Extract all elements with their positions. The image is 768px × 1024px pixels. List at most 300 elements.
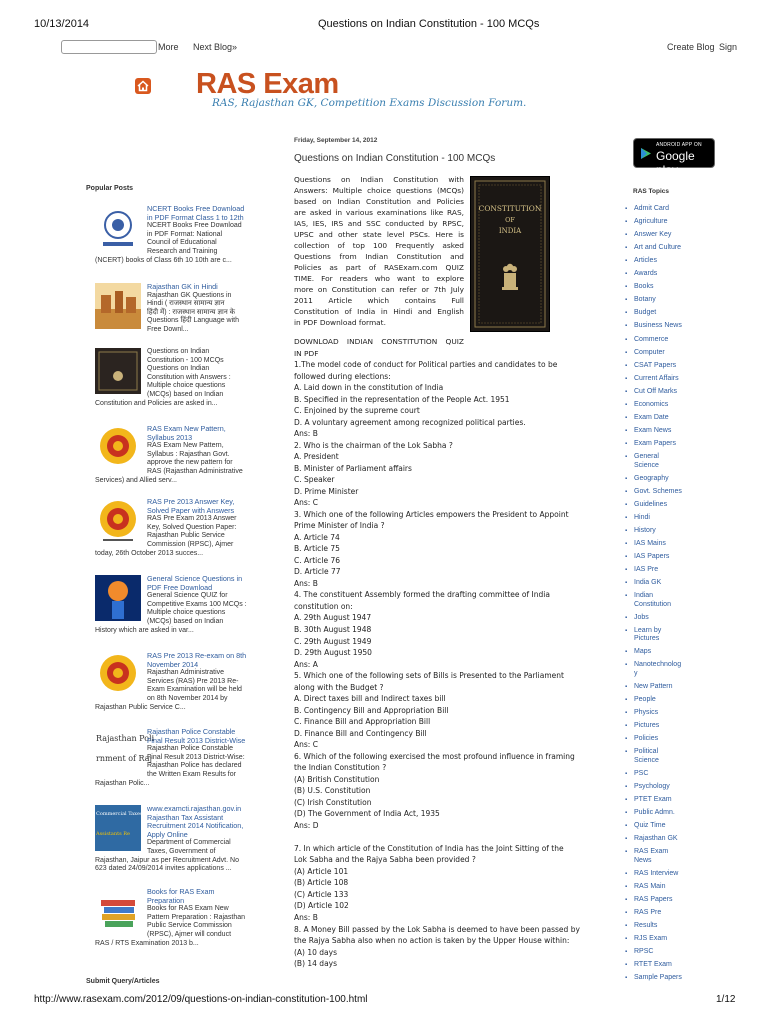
question-line: A. Article 74 bbox=[294, 532, 340, 542]
site-logo-title[interactable]: RAS Exam bbox=[196, 68, 339, 100]
question-line: D. A voluntary agreement among recognized political parties. bbox=[294, 417, 526, 427]
popular-post-title-line[interactable]: General Science Questions in bbox=[147, 574, 243, 583]
popular-post-excerpt-line: today, 26th October 2013 succes... bbox=[95, 549, 204, 557]
ras-topic-link[interactable] bbox=[634, 540, 714, 549]
ras-topic-link[interactable] bbox=[634, 527, 714, 536]
navbar-next-blog-link[interactable]: Next Blog» bbox=[193, 42, 238, 52]
popular-post-excerpt-line: RAS (Rajasthan Administrative bbox=[147, 467, 243, 475]
popular-post-thumbnail[interactable] bbox=[95, 425, 141, 471]
question-line: Ans: B bbox=[294, 578, 318, 588]
submit-query-heading: Submit Query/Articles bbox=[86, 978, 160, 985]
popular-post-excerpt-tail bbox=[95, 940, 263, 949]
ras-topic-label[interactable]: ▪ Admit Card bbox=[634, 205, 670, 212]
ras-topic-link[interactable] bbox=[634, 974, 714, 983]
ras-topic-label[interactable]: ▪ Cut Off Marks bbox=[634, 387, 678, 395]
ras-topic-link[interactable] bbox=[634, 948, 714, 957]
popular-post-excerpt-line: Pattern Preparation : Rajasthan bbox=[147, 913, 246, 921]
question-line: B. Article 75 bbox=[294, 544, 340, 554]
ras-topic-link[interactable] bbox=[634, 388, 714, 397]
ras-topic-label[interactable]: ▪ RPSC bbox=[634, 948, 654, 956]
post-intro-line: more on Constitution can refer or 7th July bbox=[294, 285, 464, 294]
ras-topic-label[interactable]: ▪ RAS Pre bbox=[634, 909, 662, 917]
question-line: A. 29th August 1947 bbox=[294, 613, 372, 623]
ras-topic-link[interactable] bbox=[634, 453, 714, 470]
popular-post-title-line[interactable]: RAS Exam New Pattern, bbox=[147, 424, 226, 433]
popular-post-title[interactable] bbox=[147, 652, 257, 669]
popular-post-excerpt-tail bbox=[95, 857, 263, 874]
post-intro-line: IAS, IES, IRS and SSC conducted by RPSC, bbox=[294, 219, 464, 228]
ras-topic-label[interactable]: ▪ Guidelines bbox=[634, 500, 668, 508]
popular-post-thumbnail[interactable] bbox=[95, 728, 155, 774]
question-line: (C) Irish Constitution bbox=[294, 797, 372, 807]
ras-topic-link[interactable] bbox=[634, 231, 714, 240]
book-line-3: INDIA bbox=[498, 227, 522, 235]
ras-topic-link[interactable] bbox=[634, 722, 714, 731]
ras-topic-link[interactable] bbox=[634, 501, 714, 510]
ras-topic-label[interactable]: ▪ Indian bbox=[634, 592, 654, 600]
ncert-logo-icon bbox=[95, 205, 141, 251]
popular-post-thumbnail[interactable] bbox=[95, 348, 141, 394]
popular-post-excerpt-line: Books for RAS Exam New bbox=[147, 905, 229, 913]
question-line: A. President bbox=[294, 452, 339, 462]
ras-topic-label[interactable]: ▪ Psychology bbox=[634, 783, 670, 791]
question-line: B. 30th August 1948 bbox=[294, 625, 372, 634]
popular-post-excerpt-line: Final Result 2013 District-Wise: bbox=[147, 753, 245, 761]
ras-topic-link[interactable] bbox=[634, 440, 714, 449]
question-line: (D) Article 102 bbox=[294, 901, 349, 911]
popular-post-excerpt bbox=[147, 745, 259, 779]
post-intro-line: Questions on Indian Constitution with bbox=[294, 175, 464, 184]
ras-topic-label[interactable]: ▪ RAS Main bbox=[634, 883, 666, 890]
question-line: (A) 10 days bbox=[294, 947, 337, 957]
ras-topic-label[interactable]: ▪ Nanotechnolog bbox=[634, 661, 682, 669]
ras-topic-label[interactable]: ▪ Physics bbox=[634, 709, 659, 717]
popular-post-thumbnail[interactable] bbox=[95, 498, 141, 544]
navbar-more-link[interactable]: More bbox=[158, 42, 179, 52]
ras-topic-link[interactable] bbox=[634, 296, 714, 305]
question-line: Ans: B bbox=[294, 429, 318, 439]
ras-topic-label[interactable]: ▪ Quiz Time bbox=[634, 822, 666, 830]
post-intro-line: Policies as part of RASExam.com QUIZ bbox=[294, 263, 464, 272]
ras-topic-link[interactable] bbox=[634, 848, 714, 865]
popular-post-excerpt-line: Rajasthan Public Service C... bbox=[95, 703, 186, 711]
question-line: B. Specified in the representation of the People Act. 1951 bbox=[294, 394, 510, 404]
popular-post-title-line[interactable]: Recruitment 2014 Notification, bbox=[147, 821, 244, 831]
rpsc-emblem-icon bbox=[95, 498, 141, 544]
ras-topics-heading: RAS Topics bbox=[633, 188, 669, 195]
question-line: Ans: C bbox=[294, 740, 318, 750]
ras-topic-label[interactable]: ▪ Govt. Schemes bbox=[634, 487, 682, 495]
popular-post-title-line[interactable]: NCERT Books Free Download bbox=[147, 204, 245, 213]
site-logo-subtitle: RAS, Rajasthan GK, Competition Exams Discussion Forum. bbox=[212, 97, 527, 109]
ras-topic-label[interactable]: ▪ IAS Mains bbox=[634, 539, 666, 547]
ras-topic-label[interactable]: ▪ Exam Date bbox=[634, 413, 669, 421]
ras-topic-link[interactable] bbox=[634, 553, 714, 562]
question-line: Ans: B bbox=[294, 913, 318, 922]
ras-topic-link[interactable] bbox=[634, 648, 714, 657]
popular-post-excerpt bbox=[147, 905, 259, 939]
ras-topic-label[interactable]: ▪ RAS Exam bbox=[634, 848, 669, 856]
ras-topic-label[interactable]: ▪ Articles bbox=[634, 257, 657, 265]
ras-topic-label[interactable]: ▪ Results bbox=[634, 922, 658, 930]
popular-post-excerpt-line: (NCERT) books of Class 6th 10 10th are c... bbox=[95, 256, 232, 264]
ras-topic-label[interactable]: Science bbox=[634, 461, 659, 469]
ras-topic-link[interactable] bbox=[634, 427, 714, 436]
ras-topic-link[interactable] bbox=[634, 362, 714, 371]
ras-topic-link[interactable] bbox=[634, 336, 714, 345]
google-play-badge[interactable] bbox=[633, 138, 715, 177]
ras-topic-label[interactable]: ▪ Political bbox=[634, 748, 659, 756]
constitution-thumb-image bbox=[95, 348, 141, 394]
ras-topic-label[interactable]: ▪ IAS Papers bbox=[634, 552, 670, 560]
ras-topic-link[interactable] bbox=[634, 627, 714, 644]
ras-topic-link[interactable] bbox=[634, 870, 714, 879]
popular-post-title-line[interactable]: Preparation bbox=[147, 895, 185, 905]
ras-topic-label[interactable]: ▪ RJS Exam bbox=[634, 935, 668, 943]
ras-topic-label[interactable]: ▪ IAS Pre bbox=[634, 565, 659, 573]
question-line: 5. Which one of the following sets of Bills is Presented to the Parliament bbox=[294, 671, 564, 681]
ras-topic-label[interactable]: ▪ Maps bbox=[634, 648, 652, 656]
popular-post-excerpt bbox=[147, 348, 259, 400]
popular-post-title[interactable] bbox=[147, 498, 257, 515]
question-line: Ans: A bbox=[294, 659, 318, 669]
question-line: along with the Budget ? bbox=[294, 682, 384, 692]
question-line: B. Minister of Parliament affairs bbox=[294, 463, 412, 473]
ras-topic-link[interactable] bbox=[634, 270, 714, 279]
ras-topic-link[interactable] bbox=[634, 309, 714, 318]
ras-topic-link[interactable] bbox=[634, 283, 714, 292]
post-date: Friday, September 14, 2012 bbox=[294, 137, 378, 144]
ras-topic-label[interactable]: ▪ PSC bbox=[634, 770, 649, 777]
popular-post-thumbnail[interactable] bbox=[95, 575, 141, 621]
popular-post-excerpt-line: (RPSC), Ajmer will conduct bbox=[147, 930, 232, 938]
ras-topic-label[interactable]: ▪ Computer bbox=[634, 348, 665, 356]
thumbnail-caption: rnment of Raj bbox=[96, 754, 152, 763]
question-line: 2. Who is the chairman of the Lok Sabha ? bbox=[294, 440, 453, 450]
ras-topic-label[interactable]: ▪ Current Affairs bbox=[634, 374, 679, 382]
question-line: (D) The Government of India Act, 1935 bbox=[294, 809, 440, 819]
popular-post-title-line[interactable]: November 2014 bbox=[147, 659, 199, 669]
question-line: (A) Article 101 bbox=[294, 866, 349, 876]
ras-topic-label[interactable]: ▪ Botany bbox=[634, 296, 656, 304]
popular-post-excerpt-tail bbox=[95, 257, 263, 266]
ras-topic-link[interactable] bbox=[634, 835, 714, 844]
popular-post-thumbnail[interactable] bbox=[95, 652, 141, 698]
popular-post-excerpt-line: the Written Exam Results for bbox=[147, 770, 236, 778]
ras-topic-link[interactable] bbox=[634, 566, 714, 575]
ras-topic-link[interactable] bbox=[634, 205, 714, 214]
post-intro-line: Questions from Indian Constitution and bbox=[294, 252, 464, 261]
ras-topic-link[interactable] bbox=[634, 809, 714, 818]
popular-post-title[interactable] bbox=[147, 205, 257, 222]
ras-topic-link[interactable] bbox=[634, 896, 714, 905]
question-line: A. Direct taxes bill and Indirect taxes bill bbox=[294, 694, 446, 704]
question-line: C. Enjoined by the supreme court bbox=[294, 406, 420, 416]
footer-page-number: 1/12 bbox=[716, 994, 736, 1005]
ras-topic-label[interactable]: ▪ People bbox=[634, 696, 656, 704]
popular-post-excerpt-tail bbox=[95, 400, 263, 409]
question-line: (C) Article 133 bbox=[294, 889, 349, 899]
rpsc-emblem-icon bbox=[95, 652, 141, 698]
ras-topic-label[interactable]: ▪ India GK bbox=[634, 579, 662, 586]
ras-topic-link[interactable] bbox=[634, 475, 714, 484]
popular-post-excerpt-line: History which are asked in var... bbox=[95, 626, 194, 634]
popular-post-excerpt-line: Key, Solved Question Paper: bbox=[147, 523, 237, 531]
popular-post-excerpt-line: Research and Training bbox=[147, 247, 218, 255]
play-triangle-icon bbox=[640, 147, 652, 160]
ras-topic-label[interactable]: y bbox=[634, 670, 638, 678]
ras-topic-label[interactable]: ▪ Answer Key bbox=[634, 231, 672, 239]
ras-topic-label[interactable]: ▪ Agriculture bbox=[634, 218, 668, 226]
ras-topic-label[interactable]: ▪ RAS Papers bbox=[634, 896, 673, 904]
popular-post-title-line[interactable]: Apply Online bbox=[147, 829, 188, 839]
navbar-sign-in-link[interactable]: Sign bbox=[719, 42, 738, 52]
ras-topic-label[interactable]: Pictures bbox=[634, 635, 660, 643]
popular-post-excerpt-line: General Science QUIZ for bbox=[147, 592, 228, 600]
ras-topic-label[interactable]: ▪ PTET Exam bbox=[634, 796, 672, 804]
popular-post-excerpt-line: Department of Commercial bbox=[147, 839, 231, 847]
ras-topic-label[interactable]: ▪ Hindi bbox=[634, 513, 650, 521]
post-intro-line: Answers: Multiple choice questions (MCQs) bbox=[294, 186, 464, 195]
ras-topic-label[interactable]: News bbox=[634, 856, 652, 864]
download-quiz-link[interactable]: DOWNLOAD INDIAN CONSTITUTION QUIZ bbox=[294, 337, 464, 346]
ras-topic-link[interactable] bbox=[634, 922, 714, 931]
popular-post-title[interactable] bbox=[147, 888, 257, 905]
ras-topic-link[interactable] bbox=[634, 488, 714, 497]
ras-topic-label[interactable]: ▪ General bbox=[634, 452, 659, 460]
post-title[interactable]: Questions on Indian Constitution - 100 MCQs bbox=[294, 153, 496, 164]
ras-topic-link[interactable] bbox=[634, 257, 714, 266]
question-line: (A) British Constitution bbox=[294, 774, 380, 784]
ras-topic-label[interactable]: Science bbox=[634, 756, 659, 764]
question-line: D. Finance Bill and Contingency Bill bbox=[294, 728, 427, 738]
popular-post-thumbnail[interactable] bbox=[95, 805, 159, 851]
ras-topic-link[interactable] bbox=[634, 822, 714, 831]
popular-post-title-line[interactable]: Rajasthan GK in Hindi bbox=[147, 282, 218, 291]
popular-post-title-line[interactable]: Rajasthan Police Constable bbox=[147, 727, 236, 736]
question-line: D. 29th August 1950 bbox=[294, 648, 372, 658]
ras-topic-label[interactable]: ▪ Policies bbox=[634, 735, 659, 743]
thumbnail-caption: Assistants Re bbox=[96, 831, 131, 837]
question-line: Ans: D bbox=[294, 820, 319, 830]
popular-post-excerpt bbox=[147, 442, 259, 476]
question-line: 8. A Money Bill passed by the Lok Sabha is deemed to have been passed by bbox=[294, 924, 580, 934]
question-line: (B) 14 days bbox=[294, 959, 338, 969]
ras-topic-link[interactable] bbox=[634, 322, 714, 331]
ras-topic-link[interactable] bbox=[634, 614, 714, 623]
question-line[interactable]: IN PDF bbox=[294, 348, 319, 358]
ras-topic-label[interactable]: ▪ RAS Interview bbox=[634, 869, 679, 877]
question-line: C. Speaker bbox=[294, 475, 335, 485]
question-line: Lok Sabha and the Rajya Sabha been provided ? bbox=[294, 855, 476, 865]
popular-post-title-line[interactable]: www.examcti.rajasthan.gov.in bbox=[147, 804, 242, 813]
post-intro-line: are asked in various examinations like RAS, bbox=[294, 208, 464, 217]
post-intro-line: Constitution of India in Hindi and English bbox=[294, 307, 464, 316]
ras-topic-link[interactable] bbox=[634, 218, 714, 227]
post-intro-line: collection of top 100 Frequently asked bbox=[294, 241, 464, 250]
popular-post-excerpt-tail bbox=[95, 627, 263, 636]
popular-post-excerpt-line: NCERT Books Free Download bbox=[147, 222, 242, 230]
ras-topic-label[interactable]: ▪ Budget bbox=[634, 309, 657, 317]
popular-post-excerpt-line: (MCQs) based on Indian bbox=[147, 390, 224, 398]
print-doc-title: Questions on Indian Constitution - 100 MCQs bbox=[318, 18, 540, 30]
rpsc-emblem-icon bbox=[95, 425, 141, 471]
ras-topic-label[interactable]: ▪ Commerce bbox=[634, 335, 669, 343]
constitution-book-image bbox=[470, 176, 550, 332]
popular-post-excerpt-tail bbox=[95, 780, 263, 789]
popular-post-excerpt-line: RAS Exam New Pattern, bbox=[147, 442, 224, 450]
ras-topic-link[interactable] bbox=[634, 579, 714, 588]
footer-url: http://www.rasexam.com/2012/09/questions-on-indian-constitution-100.html bbox=[34, 994, 368, 1005]
ras-topic-label[interactable]: ▪ Learn by bbox=[634, 626, 662, 634]
ras-topic-label[interactable]: ▪ Rajasthan GK bbox=[634, 835, 678, 843]
question-line: B. Contingency Bill and Appropriation Bill bbox=[294, 705, 449, 715]
ras-topic-link[interactable] bbox=[634, 349, 714, 358]
popular-post-title[interactable] bbox=[147, 425, 257, 442]
ras-topic-link[interactable] bbox=[634, 592, 714, 609]
ras-topic-label[interactable]: Constitution bbox=[634, 600, 671, 608]
question-line: C. 29th August 1949 bbox=[294, 636, 372, 646]
popular-post-excerpt-line: Commission (RPSC), Ajmer bbox=[147, 540, 234, 548]
play-badge-main: Google play bbox=[656, 149, 695, 177]
question-line: (B) U.S. Constitution bbox=[294, 786, 371, 796]
ras-topic-label[interactable]: ▪ Business News bbox=[634, 322, 682, 330]
ras-topic-label[interactable]: ▪ Geography bbox=[634, 474, 669, 482]
ras-topic-label[interactable]: ▪ Sample Papers bbox=[634, 974, 682, 982]
question-line: Prime Minister of India ? bbox=[294, 521, 385, 531]
popular-post-title[interactable] bbox=[147, 283, 257, 292]
ras-topic-link[interactable] bbox=[634, 696, 714, 705]
popular-post-title-line[interactable]: Books for RAS Exam bbox=[147, 887, 215, 896]
popular-post-excerpt-line: approve the new pattern for bbox=[147, 459, 233, 467]
popular-post-excerpt bbox=[147, 669, 259, 703]
popular-post-excerpt-line: on 8th November 2014 by bbox=[147, 694, 228, 702]
ras-topic-link[interactable] bbox=[634, 661, 714, 678]
question-line: the Indian Constitution ? bbox=[294, 763, 387, 773]
popular-post-excerpt-tail bbox=[95, 704, 263, 713]
popular-post-title[interactable] bbox=[147, 728, 257, 745]
popular-post-excerpt-line: Free Downl... bbox=[147, 325, 189, 333]
navbar-search-input[interactable] bbox=[61, 40, 157, 54]
popular-post-excerpt-line: (MCQs) based on Indian bbox=[147, 617, 224, 625]
ras-topic-link[interactable] bbox=[634, 935, 714, 944]
popular-post-excerpt-line: Syllabus : Rajasthan Govt. bbox=[147, 450, 230, 458]
popular-post-excerpt-line: Rajasthan Public Service bbox=[147, 532, 225, 540]
navbar-create-blog-link[interactable]: Create Blog bbox=[667, 42, 715, 52]
popular-post-title-line[interactable]: Syllabus 2013 bbox=[147, 432, 193, 442]
post-intro-line: based on Indian Constitution and Policies bbox=[294, 197, 464, 206]
popular-post-excerpt-line: Rajasthan Polic... bbox=[95, 779, 150, 787]
ras-topic-label[interactable]: ▪ RTET Exam bbox=[634, 961, 672, 969]
question-line: Ans: C bbox=[294, 498, 318, 508]
popular-post-title-line[interactable]: Final Result 2013 District-Wise bbox=[147, 735, 246, 745]
popular-post-excerpt-line: Taxes, Government of bbox=[147, 847, 216, 855]
popular-post-excerpt bbox=[147, 515, 259, 549]
ras-topic-link[interactable] bbox=[634, 414, 714, 423]
ras-topic-link[interactable] bbox=[634, 514, 714, 523]
popular-post-thumbnail[interactable] bbox=[95, 888, 141, 934]
popular-post-excerpt-line: Council of Educational bbox=[147, 239, 217, 247]
popular-post-excerpt-line: Rajasthan, Jaipur as per Recruitment Advt. No bbox=[95, 856, 239, 864]
question-line: followed during elections: bbox=[294, 371, 391, 381]
home-icon[interactable] bbox=[135, 78, 151, 94]
book-line-1: CONSTITUTION bbox=[478, 204, 542, 213]
post-intro-line: TIME. For readers who want to explore bbox=[294, 274, 464, 283]
popular-post-excerpt-line: Rajasthan Police Constable bbox=[147, 745, 233, 753]
popular-post-thumbnail[interactable] bbox=[95, 205, 141, 251]
ras-topic-label[interactable]: ▪ New Pattern bbox=[634, 683, 673, 691]
popular-post-excerpt-line: Services) and Allied serv... bbox=[95, 476, 177, 484]
ras-topic-link[interactable] bbox=[634, 909, 714, 918]
ras-topic-link[interactable] bbox=[634, 401, 714, 410]
ras-topic-label[interactable]: ▪ Exam Papers bbox=[634, 439, 677, 447]
ras-topic-label[interactable]: ▪ CSAT Papers bbox=[634, 361, 677, 369]
popular-post-title-line[interactable]: Solved Paper with Answers bbox=[147, 505, 235, 515]
popular-post-title-line[interactable]: Rajasthan Tax Assistant bbox=[147, 812, 224, 822]
ras-topic-link[interactable] bbox=[634, 735, 714, 744]
popular-post-excerpt bbox=[147, 592, 259, 626]
popular-post-title-line[interactable]: in PDF Format Class 1 to 12th bbox=[147, 212, 244, 222]
post-intro-line: in PDF Download format. bbox=[294, 318, 386, 327]
ras-topic-link[interactable] bbox=[634, 883, 714, 892]
ras-topic-label[interactable]: ▪ Public Admn. bbox=[634, 809, 675, 817]
popular-post-excerpt-line: in PDF Format: National bbox=[147, 230, 223, 238]
popular-post-excerpt-line: Rajasthan Police has declared bbox=[147, 762, 242, 770]
question-line: (B) Article 108 bbox=[294, 878, 349, 888]
ras-topic-label[interactable]: ▪ Art and Culture bbox=[634, 244, 682, 252]
ras-topic-label[interactable]: ▪ Economics bbox=[634, 400, 669, 408]
ras-topic-link[interactable] bbox=[634, 683, 714, 692]
popular-post-title[interactable] bbox=[147, 805, 257, 839]
ras-topic-label[interactable]: ▪ Exam News bbox=[634, 426, 672, 434]
ras-topic-link[interactable] bbox=[634, 783, 714, 792]
question-line: A. Laid down in the constitution of India bbox=[294, 383, 444, 393]
post-intro-line: UPSC and other state level PSCs. Here is bbox=[294, 230, 464, 239]
post-intro bbox=[294, 174, 464, 328]
popular-post-title-line[interactable]: RAS Pre 2013 Answer Key, bbox=[147, 497, 235, 506]
popular-post-excerpt-line: Public Service Commission bbox=[147, 922, 232, 930]
ras-topic-link[interactable] bbox=[634, 748, 714, 765]
question-line: 4. The constituent Assembly formed the drafting committee of India bbox=[294, 590, 550, 600]
popular-post-title-line[interactable]: RAS Pre 2013 Re-exam on 8th bbox=[147, 651, 247, 660]
ras-topic-label[interactable]: ▪ Awards bbox=[634, 270, 658, 278]
rajasthan-fort-image bbox=[95, 283, 141, 329]
popular-post-title[interactable] bbox=[147, 575, 257, 592]
question-line: 3. Which one of the following Articles empowers the President to Appoint bbox=[294, 509, 569, 519]
popular-post-excerpt-line: Exam Examination will be held bbox=[147, 686, 242, 694]
popular-post-excerpt-line: Rajasthan Administrative bbox=[147, 669, 225, 677]
ras-topic-label[interactable]: ▪ Pictures bbox=[634, 722, 660, 730]
ras-topic-label[interactable]: ▪ Books bbox=[634, 283, 654, 291]
ras-topic-link[interactable] bbox=[634, 709, 714, 718]
ras-topic-link[interactable] bbox=[634, 796, 714, 805]
play-badge-top: ANDROID APP ON bbox=[656, 142, 702, 148]
ras-topic-link[interactable] bbox=[634, 770, 714, 779]
question-line: 7. In which article of the Constitution of India has the Joint Sitting of the bbox=[294, 843, 564, 853]
popular-post-thumbnail[interactable] bbox=[95, 283, 141, 329]
ras-topic-link[interactable] bbox=[634, 375, 714, 384]
popular-post-excerpt-tail bbox=[95, 477, 263, 486]
ras-topic-link[interactable] bbox=[634, 961, 714, 970]
ras-topic-label[interactable]: ▪ Jobs bbox=[634, 613, 649, 621]
popular-post-excerpt-tail bbox=[95, 550, 263, 559]
ras-topic-label[interactable]: ▪ History bbox=[634, 526, 656, 534]
popular-post-excerpt-line: Competitive Exams 100 MCQs : bbox=[147, 600, 247, 608]
ras-topic-link[interactable] bbox=[634, 244, 714, 253]
popular-post-excerpt-line: Multiple choice questions bbox=[147, 382, 226, 390]
popular-post-excerpt-line: Hindi ( राजस्थान सामान्य ज्ञान bbox=[147, 300, 225, 308]
popular-post-title-line[interactable]: PDF Free Download bbox=[147, 582, 213, 592]
